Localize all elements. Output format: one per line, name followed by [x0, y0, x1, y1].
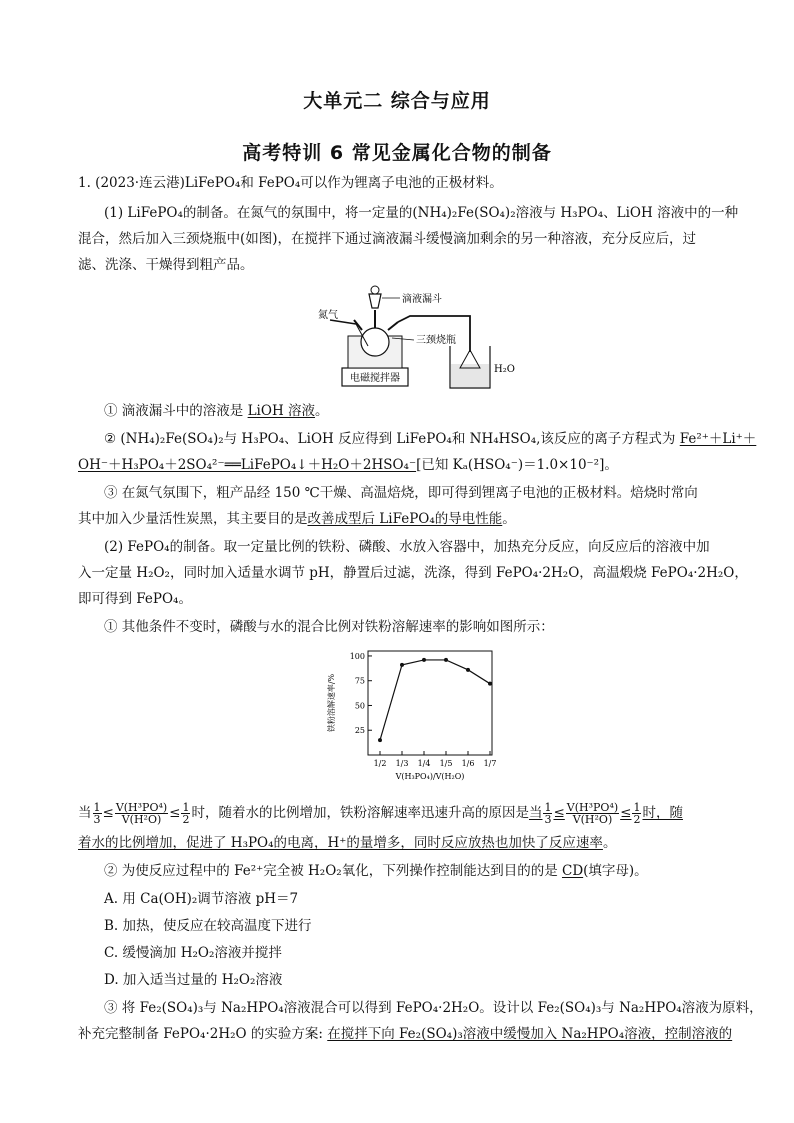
- section-title: 高考特训 6 常见金属化合物的制备: [242, 142, 552, 164]
- part2-sub-3-line2: [78, 1025, 733, 1043]
- part1-line2: 混合，然后加入三颈烧瓶中(如图)，在搅拌下通过滴液漏斗缓慢滴加剩余的另一种溶液，充分反应后，过: [78, 231, 697, 247]
- sub-question-2-answer-start: Fe²⁺＋Li⁺＋: [679, 431, 757, 447]
- sub-question-1-text: ① 滴液漏斗中的溶液是: [104, 403, 248, 419]
- x-tick-label: 1/4: [417, 759, 431, 768]
- leq-sign: ≤: [553, 805, 565, 821]
- sub2-end: (填字母)。: [583, 863, 648, 879]
- question-intro: 1. (2023·连云港)LiFePO₄和 FePO₄可以作为锂离子电池的正极材料。: [78, 175, 503, 191]
- option-a: A. 用 Ca(OH)₂调节溶液 pH＝7: [104, 891, 299, 907]
- sub-question-2-line2: [78, 456, 718, 474]
- sub-question-2-answer-end: OH⁻＋H₃PO₄＋2SO₄²⁻══LiFePO₄↓＋H₂O＋2HSO₄⁻: [78, 457, 417, 473]
- fraction-denominator: 3: [93, 813, 101, 826]
- flask-label: 三颈烧瓶: [416, 335, 456, 346]
- part2-sub-1-answer-line2: [78, 834, 718, 852]
- sub-question-2-line1: [104, 430, 757, 448]
- data-point: [400, 663, 404, 667]
- y-tick-label: 50: [354, 701, 365, 711]
- fraction-denominator: V(H²O): [121, 813, 162, 826]
- fraction-volume-ratio: [115, 802, 168, 825]
- stirrer-label: 电磁搅拌器: [350, 373, 400, 384]
- fraction-numerator: V(H³PO⁴): [115, 801, 168, 814]
- x-tick-label: 1/6: [461, 759, 475, 768]
- fraction-denominator: 2: [633, 813, 641, 826]
- answer1-underlined: [528, 801, 683, 826]
- flask-neck-right: [388, 322, 398, 330]
- answer1-middle: 时，随着水的比例增加，铁粉溶解速率迅速升高的原因是: [191, 805, 529, 821]
- data-point: [422, 658, 426, 662]
- three-neck-flask: [361, 328, 389, 356]
- dropping-funnel: [369, 294, 381, 308]
- dissolution-rate-chart: [320, 645, 510, 785]
- leq-sign: ≤: [102, 805, 114, 821]
- fraction-numerator: 1: [93, 801, 101, 814]
- fraction-one-third-repeat: [543, 802, 552, 825]
- fraction-numerator: 1: [633, 801, 641, 814]
- sub-question-2-text: ② (NH₄)₂Fe(SO₄)₂与 H₃PO₄、LiOH 反应得到 LiFePO₄和 NH₄HSO₄,该反应的离子方程式为: [104, 431, 680, 447]
- fraction-one-half: [181, 802, 190, 825]
- x-tick-label: 1/5: [439, 759, 453, 768]
- part2-sub-1-line: ① 其他条件不变时，磷酸与水的混合比例对铁粉溶解速率的影响如图所示：: [104, 619, 554, 635]
- data-point: [378, 738, 382, 742]
- leq-sign: ≤: [169, 805, 181, 821]
- x-tick-label: 1/2: [373, 759, 387, 768]
- sub-question-3-answer: 改善成型后 LiFePO₄的导电性能: [307, 511, 503, 527]
- sub-question-1: [104, 402, 744, 420]
- sub-question-1-end: 。: [315, 403, 329, 419]
- beaker-water: [451, 364, 489, 387]
- part2-sub-2-line: [104, 862, 744, 880]
- funnel-stopper: [371, 286, 379, 294]
- sub3-text: 补充完整制备 FePO₄·2H₂O 的实验方案:: [78, 1026, 328, 1042]
- water-label: H₂O: [494, 364, 515, 375]
- x-tick-label: 1/3: [395, 759, 409, 768]
- series-line: [380, 660, 490, 740]
- data-point: [466, 668, 470, 672]
- sub-question-1-answer: LiOH 溶液: [247, 403, 316, 419]
- fraction-numerator: 1: [544, 801, 552, 814]
- y-tick-label: 25: [354, 726, 365, 736]
- fraction-denominator: 3: [544, 813, 552, 826]
- part2-sub-1-answer-line1: [78, 796, 718, 830]
- answer1-prefix: 当: [78, 805, 92, 821]
- sub2-text: ② 为使反应过程中的 Fe²⁺完全被 H₂O₂氧化，下列操作控制能达到目的的是: [104, 863, 562, 879]
- unit-title: 大单元二 综合与应用: [303, 90, 491, 112]
- fraction-one-half-repeat: [632, 802, 641, 825]
- y-tick-label: 75: [354, 676, 365, 686]
- fraction-volume-ratio-repeat: [566, 802, 619, 825]
- fraction-numerator: 1: [182, 801, 190, 814]
- x-tick-label: 1/7: [483, 759, 497, 768]
- sub-question-3-text: 其中加入少量活性炭黑，其主要目的是: [78, 511, 308, 527]
- y-tick-label: 100: [349, 651, 365, 661]
- option-b: B. 加热，使反应在较高温度下进行: [104, 918, 312, 934]
- data-point: [444, 658, 448, 662]
- part1-line3: 滤、洗涤、干燥得到粗产品。: [78, 257, 254, 273]
- fraction-denominator: V(H²O): [572, 813, 613, 826]
- answer1-reason: 着水的比例增加，促进了 H₃PO₄的电离，H⁺的量增多，同时反应放热也加快了反应速率: [78, 835, 603, 851]
- funnel-label: 滴液漏斗: [402, 294, 442, 305]
- part2-sub-3-line1: ③ 将 Fe₂(SO₄)₃与 Na₂HPO₄溶液混合可以得到 FePO₄·2H₂O。设计以 Fe₂(SO₄)₃与 Na₂HPO₄溶液为原料，: [104, 1000, 763, 1016]
- apparatus-figure: [310, 280, 520, 395]
- sub-question-2-note: [已知 Kₐ(HSO₄⁻)＝1.0×10⁻²]。: [416, 457, 618, 473]
- fraction-numerator: V(H³PO⁴): [566, 801, 619, 814]
- sub-question-3-end: 。: [502, 511, 516, 527]
- answer1-prefix-repeat: 当: [528, 805, 543, 821]
- option-c: C. 缓慢滴加 H₂O₂溶液并搅拌: [104, 945, 282, 961]
- y-axis-label: 铁粉溶解速率/%: [327, 673, 336, 733]
- leq-sign: ≤: [620, 805, 632, 821]
- fraction-one-third: [93, 802, 102, 825]
- sub-question-3-line2: [78, 510, 718, 528]
- part1-line1: (1) LiFePO₄的制备。在氮气的氛围中，将一定量的(NH₄)₂Fe(SO₄)₂溶液与 H₃PO₄、LiOH 溶液中的一种: [104, 205, 739, 221]
- part2-line1: (2) FePO₄的制备。取一定量比例的铁粉、磷酸、水放入容器中，加热充分反应，向反应后的溶液中加: [104, 539, 710, 555]
- n2-label: 氮气: [318, 310, 338, 321]
- data-point: [488, 682, 492, 686]
- part2-line2: 入一定量 H₂O₂，同时加入适量水调节 pH，静置后过滤，洗涤，得到 FePO₄·2H₂O，高温煅烧 FePO₄·2H₂O，: [78, 565, 748, 581]
- outlet-tube: [398, 316, 470, 352]
- answer1-tail: 时，随: [642, 805, 683, 821]
- option-d: D. 加入适当过量的 H₂O₂溶液: [104, 972, 283, 988]
- sub2-answer: CD: [561, 863, 584, 879]
- answer1-end: 。: [602, 835, 617, 851]
- x-axis-label: V(H₃PO₄)/V(H₂O): [395, 772, 465, 781]
- chart-frame: [368, 651, 492, 755]
- fraction-denominator: 2: [182, 813, 190, 826]
- sub3-answer: 在搅拌下向 Fe₂(SO₄)₃溶液中缓慢加入 Na₂HPO₄溶液，控制溶液的: [327, 1026, 733, 1042]
- part2-line3: 即可得到 FePO₄。: [78, 591, 192, 607]
- sub-question-3-line1: ③ 在氮气氛围下，粗产品经 150 ℃干燥、高温焙烧，即可得到锂离子电池的正极材料。焙烧时常向: [104, 485, 698, 501]
